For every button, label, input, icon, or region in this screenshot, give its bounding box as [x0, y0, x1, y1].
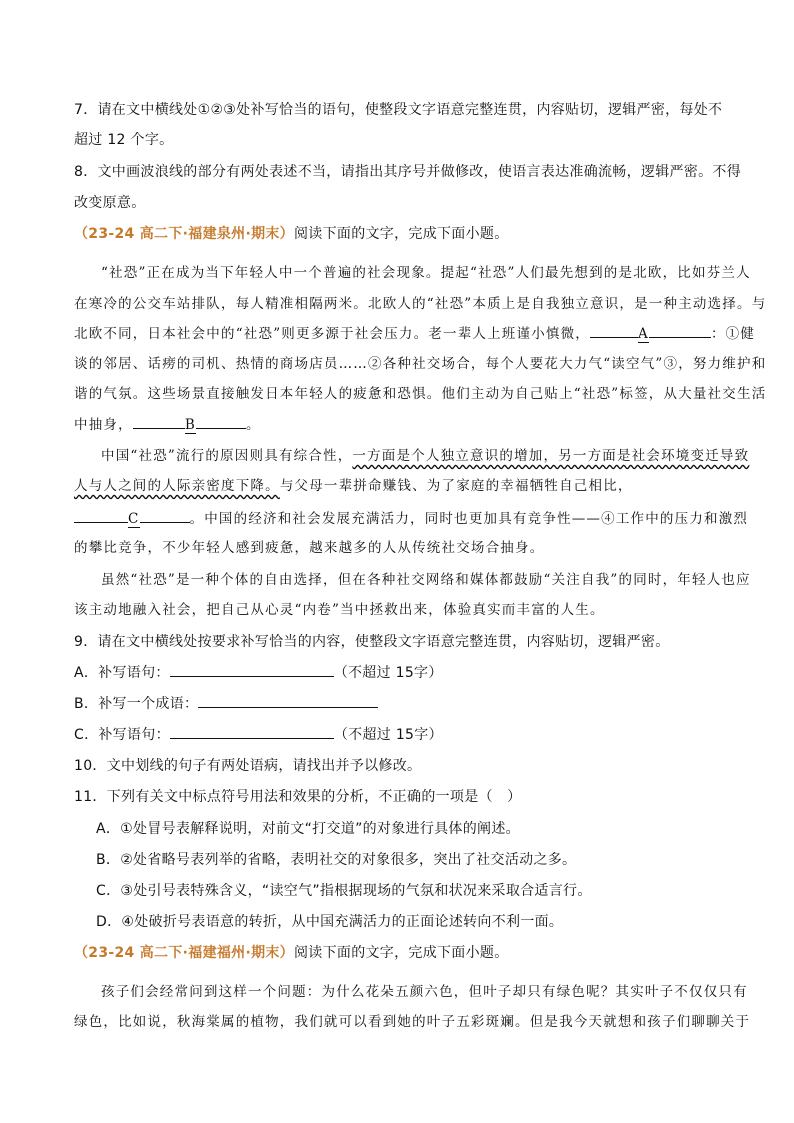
- passage-line: 在寒冷的公交车站排队，每人精准相隔两米。北欧人的“社恐”本质上是自我独立意识，是一种主动选择。与: [74, 296, 767, 312]
- passage-line: 绿色，比如说，秋海棠属的植物，我们就可以看到她的叶子五彩斑斓。但是我今天就想和孩子们聊聊关于: [74, 1014, 751, 1030]
- option-d: D．④处破折号表语意的转折，从中国充满活力的正面论述转向不利一面。: [96, 914, 564, 930]
- answer-line-c: C．补写语句： （不超过 15字）: [74, 724, 722, 745]
- blank-a-right: [649, 323, 711, 338]
- option-a: A．①处冒号表解释说明，对前文“打交道”的对象进行具体的阐述。: [96, 821, 520, 837]
- question-7-line-2: 超过 12 个字。: [74, 132, 174, 148]
- blank-a-left: [590, 323, 638, 338]
- source-tag: （23-24 高二下·福建泉州·期末）: [74, 226, 294, 242]
- blank-label-c: C: [128, 511, 140, 527]
- passage-header-fuzhou: （23-24 高二下·福建福州·期末）阅读下面的文字，完成下面小题。: [74, 945, 509, 961]
- passage-line: 的攀比竞争，不少年轻人感到疲惫，越来越多的人从传统社交场合抽身。: [74, 540, 545, 556]
- blank-b-left: [133, 414, 185, 429]
- question-7-line-1: 7．请在文中横线处①②③处补写恰当的语句，使整段文字语意完整连贯，内容贴切，逻辑严密，每处不: [74, 102, 723, 118]
- passage-line: 中国“社恐”流行的原因则具有综合性，一方面是个人独立意识的增加，另一方面是社会环境变迁导致: [101, 448, 750, 464]
- question-10: 10．文中划线的句子有两处语病，请找出并予以修改。: [74, 758, 422, 774]
- answer-line-b: B．补写一个成语：: [74, 693, 722, 714]
- passage-line: 北欧不同，日本社会中的“社恐”则更多源于社会压力。老一辈人上班谨小慎微， A ：①健: [74, 323, 722, 344]
- question-11: 11．下列有关文中标点符号用法和效果的分析，不正确的一项是（ ）: [74, 789, 522, 805]
- blank-label-a: A: [638, 326, 649, 342]
- passage-header-quanzhou: （23-24 高二下·福建泉州·期末）阅读下面的文字，完成下面小题。: [74, 226, 509, 242]
- blank-c-right: [140, 508, 190, 523]
- passage-line: 孩子们会经常问到这样一个问题：为什么花朵五颜六色，但叶子却只有绿色呢？其实叶子不仅仅只有: [101, 984, 748, 1000]
- answer-blank-b: [198, 693, 378, 708]
- wavy-underlined-text: 人与人之间的人际亲密度下降。: [74, 478, 280, 494]
- passage-line: 该主动地融入社会，把自己从心灵“内卷”当中拯救出来，体验真实而丰富的人生。: [74, 602, 605, 618]
- passage-line: 谈的邻居、话痨的司机、热情的商场店员……②各种社交场合，每个人要花大力气“读空气”③，努力维护和: [74, 356, 767, 372]
- blank-label-b: B: [184, 417, 196, 433]
- option-c: C．③处引号表特殊含义，“读空气”指根据现场的气氛和状况来采取合适言行。: [96, 883, 592, 899]
- answer-line-a: A．补写语句： （不超过 15字）: [74, 662, 722, 683]
- passage-line: “社恐”正在成为当下年轻人中一个普遍的社会现象。提起“社恐”人们最先想到的是北欧，比如芬兰人: [101, 265, 751, 281]
- option-b: B．②处省略号表列举的省略，表明社交的对象很多，突出了社交活动之多。: [96, 852, 577, 868]
- passage-line: C 。中国的经济和社会发展充满活力，同时也更加具有竞争性——④工作中的压力和激烈: [74, 508, 722, 529]
- wavy-underlined-text: 一方面是个人独立意识的增加，另一方面是社会环境变迁导致: [352, 448, 750, 464]
- blank-c-left: [74, 508, 128, 523]
- passage-line: 中抽身， B 。: [74, 414, 722, 435]
- answer-blank-c: [170, 724, 334, 739]
- passage-line: 谐的气氛。这些场景直接触发日本年轻人的疲惫和恐惧。他们主动为自己贴上“社恐”标签，从大量社交生活: [74, 386, 767, 402]
- question-8-line-2: 改变原意。: [74, 195, 146, 211]
- answer-blank-a: [170, 662, 334, 677]
- passage-line: 人与人之间的人际亲密度下降。与父母一辈拼命赚钱、为了家庭的幸福牺牲自己相比，: [74, 478, 633, 494]
- blank-b-right: [196, 414, 246, 429]
- source-tag: （23-24 高二下·福建福州·期末）: [74, 945, 294, 961]
- question-8-line-1: 8．文中画波浪线的部分有两处表述不当，请指出其序号并做修改，使语言表达准确流畅，逻辑严密。不得: [74, 164, 742, 180]
- passage-line: 虽然“社恐”是一种个体的自由选择，但在各种社交网络和媒体都鼓励“关注自我”的同时，年轻人也应: [101, 572, 751, 588]
- question-9: 9．请在文中横线处按要求补写恰当的内容，使整段文字语意完整连贯，内容贴切，逻辑严密。: [74, 634, 670, 650]
